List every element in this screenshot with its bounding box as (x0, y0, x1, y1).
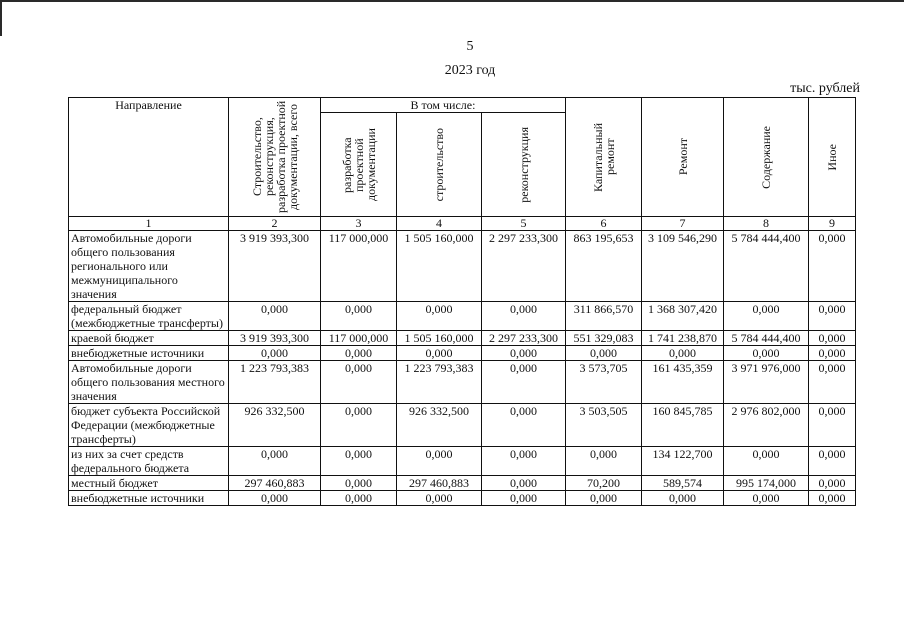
table-cell: 0,000 (229, 302, 321, 331)
table-row (69, 231, 856, 302)
column-number: 8 (724, 217, 809, 231)
table-cell: 0,000 (642, 491, 724, 506)
table-cell: 0,000 (397, 302, 482, 331)
table-cell: 1 223 793,383 (229, 361, 321, 404)
row-label: Автомобильные дороги общего пользования местного значения (69, 361, 229, 404)
column-number: 4 (397, 217, 482, 231)
table-row (69, 491, 856, 506)
header-other-text: Иное (825, 143, 839, 171)
table-cell: 863 195,653 (566, 231, 642, 302)
table-cell: 0,000 (724, 447, 809, 476)
table-cell: 0,000 (321, 447, 397, 476)
table-row (69, 302, 856, 331)
table-cell: 0,000 (321, 302, 397, 331)
table-cell: 0,000 (566, 346, 642, 361)
table-cell: 0,000 (482, 302, 566, 331)
column-number: 6 (566, 217, 642, 231)
table-cell: 0,000 (809, 331, 856, 346)
header-design-docs (321, 113, 397, 217)
table-row (69, 361, 856, 404)
header-reconstruction (482, 113, 566, 217)
table-cell: 311 866,570 (566, 302, 642, 331)
table-cell: 0,000 (321, 361, 397, 404)
table-cell: 0,000 (397, 346, 482, 361)
table-row (69, 476, 856, 491)
table-cell: 589,574 (642, 476, 724, 491)
table-cell: 0,000 (809, 491, 856, 506)
table-row (69, 404, 856, 447)
table-cell: 0,000 (809, 231, 856, 302)
table-cell: 0,000 (724, 346, 809, 361)
table-cell: 995 174,000 (724, 476, 809, 491)
table-cell: 0,000 (482, 447, 566, 476)
table-row (69, 447, 856, 476)
table-cell: 0,000 (809, 447, 856, 476)
table-cell: 0,000 (724, 302, 809, 331)
header-maintenance-text: Содержание (759, 125, 773, 189)
header-including: В том числе: (321, 98, 566, 113)
table-cell: 0,000 (482, 476, 566, 491)
table-cell: 3 919 393,300 (229, 231, 321, 302)
units-label: тыс. рублей (790, 81, 860, 96)
table-cell: 3 919 393,300 (229, 331, 321, 346)
table-row (69, 331, 856, 346)
table-cell: 0,000 (566, 447, 642, 476)
row-label: местный бюджет (69, 476, 229, 491)
table-cell: 3 971 976,000 (724, 361, 809, 404)
table-cell: 0,000 (809, 476, 856, 491)
table-cell: 134 122,700 (642, 447, 724, 476)
table-cell: 297 460,883 (397, 476, 482, 491)
header-maintenance (724, 98, 809, 217)
scan-edge-top (0, 0, 904, 2)
row-label: бюджет субъекта Российской Федерации (межбюджетные трансферты) (69, 404, 229, 447)
row-label: внебюджетные источники (69, 346, 229, 361)
table-cell: 2 297 233,300 (482, 231, 566, 302)
table-cell: 0,000 (321, 491, 397, 506)
table-cell: 0,000 (321, 404, 397, 447)
header-other (809, 98, 856, 217)
table-cell: 161 435,359 (642, 361, 724, 404)
table-cell: 0,000 (809, 302, 856, 331)
table-cell: 1 741 238,870 (642, 331, 724, 346)
table-cell: 0,000 (321, 346, 397, 361)
header-capital-repair-text: Капитальный ремонт (590, 122, 617, 192)
header-direction: Направление (69, 98, 229, 217)
header-construction-total-text: Строительство, реконструкция, разработка проектной документации, всего (249, 100, 300, 214)
table-cell: 0,000 (229, 346, 321, 361)
table-cell: 0,000 (809, 346, 856, 361)
table-cell: 117 000,000 (321, 231, 397, 302)
column-numbers-row (69, 217, 856, 231)
row-label: Автомобильные дороги общего пользования регионального или межмуниципального значения (69, 231, 229, 302)
column-number: 3 (321, 217, 397, 231)
table-cell: 0,000 (482, 361, 566, 404)
year-heading: 2023 год (444, 63, 496, 78)
table-cell: 0,000 (482, 491, 566, 506)
column-number: 5 (482, 217, 566, 231)
scan-edge-left (0, 0, 2, 36)
table-cell: 0,000 (397, 447, 482, 476)
header-repair (642, 98, 724, 217)
table-cell: 2 976 802,000 (724, 404, 809, 447)
row-label: внебюджетные источники (69, 491, 229, 506)
table-cell: 3 503,505 (566, 404, 642, 447)
table-cell: 1 505 160,000 (397, 231, 482, 302)
table-cell: 0,000 (229, 447, 321, 476)
table-cell: 0,000 (724, 491, 809, 506)
table-cell: 0,000 (397, 491, 482, 506)
table-cell: 926 332,500 (229, 404, 321, 447)
column-number: 7 (642, 217, 724, 231)
table-cell: 117 000,000 (321, 331, 397, 346)
table-cell: 1 505 160,000 (397, 331, 482, 346)
table-cell: 926 332,500 (397, 404, 482, 447)
table-cell: 0,000 (482, 404, 566, 447)
table-row (69, 346, 856, 361)
header-design-docs-text: разработка проектной документации (339, 128, 378, 201)
table-cell: 0,000 (809, 404, 856, 447)
row-label: из них за счет средств федерального бюджета (69, 447, 229, 476)
table-cell: 5 784 444,400 (724, 331, 809, 346)
table-cell: 3 109 546,290 (642, 231, 724, 302)
budget-table (68, 97, 856, 506)
header-reconstruction-text: реконструкция (516, 126, 531, 203)
row-label: краевой бюджет (69, 331, 229, 346)
header-construction-total (229, 98, 321, 217)
table-cell: 0,000 (642, 346, 724, 361)
table-cell: 297 460,883 (229, 476, 321, 491)
header-capital-repair (566, 98, 642, 217)
table-cell: 1 368 307,420 (642, 302, 724, 331)
table-cell: 551 329,083 (566, 331, 642, 346)
table-cell: 5 784 444,400 (724, 231, 809, 302)
table-cell: 0,000 (566, 491, 642, 506)
table-cell: 0,000 (482, 346, 566, 361)
column-number: 1 (69, 217, 229, 231)
table-cell: 0,000 (229, 491, 321, 506)
table-cell: 3 573,705 (566, 361, 642, 404)
table-cell: 160 845,785 (642, 404, 724, 447)
table-cell: 70,200 (566, 476, 642, 491)
table-cell: 0,000 (321, 476, 397, 491)
header-repair-text: Ремонт (675, 138, 690, 176)
header-building-text: строительство (432, 127, 446, 202)
column-number: 2 (229, 217, 321, 231)
row-label: федеральный бюджет (межбюджетные трансферты) (69, 302, 229, 331)
table-cell: 2 297 233,300 (482, 331, 566, 346)
column-number: 9 (809, 217, 856, 231)
header-building (397, 113, 482, 217)
table-cell: 1 223 793,383 (397, 361, 482, 404)
page-number: 5 (466, 39, 474, 54)
table-cell: 0,000 (809, 361, 856, 404)
